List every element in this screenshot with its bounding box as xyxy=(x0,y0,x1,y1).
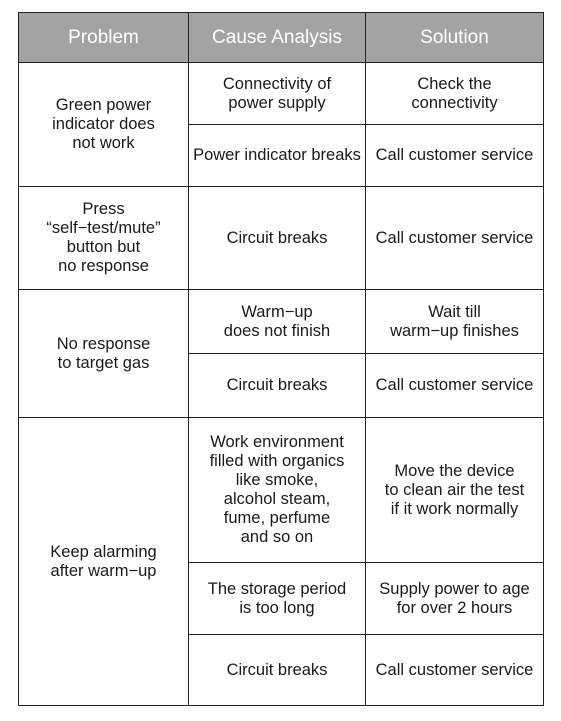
cause-text: Work environment filled with organics like smoke, alcohol steam, fume, perfume and so on xyxy=(209,433,345,546)
solution-cell xyxy=(366,635,544,706)
solution-cell xyxy=(366,187,544,290)
cause-text: Connectivity of power supply xyxy=(222,74,332,112)
cause-text: The storage period is too long xyxy=(207,579,347,617)
cause-cell xyxy=(189,290,366,354)
problem-cell xyxy=(19,418,189,706)
solution-cell xyxy=(366,125,544,187)
problem-cell xyxy=(19,290,189,418)
solution-text: Supply power to age for over 2 hours xyxy=(379,579,530,617)
cause-text: Power indicator breaks xyxy=(193,146,361,164)
problem-text: Green power indicator does not work xyxy=(52,96,155,152)
table-row xyxy=(19,418,544,563)
table-row xyxy=(19,63,544,125)
solution-text: Call customer service xyxy=(375,376,534,394)
cause-cell xyxy=(189,563,366,635)
solution-cell xyxy=(366,418,544,563)
problem-text: Keep alarming after warm−up xyxy=(50,542,157,580)
cause-cell xyxy=(189,63,366,125)
cause-cell xyxy=(189,418,366,563)
cause-text: Circuit breaks xyxy=(226,228,328,247)
header-problem: Problem xyxy=(19,13,189,63)
solution-text: Wait till warm−up finishes xyxy=(390,302,519,340)
solution-text: Call customer service xyxy=(375,228,534,247)
problem-cell xyxy=(19,63,189,187)
cause-cell xyxy=(189,354,366,418)
cause-cell xyxy=(189,125,366,187)
header-solution: Solution xyxy=(366,13,544,63)
solution-cell xyxy=(366,354,544,418)
table-row xyxy=(19,187,544,290)
table-row xyxy=(19,290,544,354)
solution-cell xyxy=(366,63,544,125)
problem-text: Press “self−test/mute” button but no response xyxy=(46,200,161,275)
solution-text: Call customer service xyxy=(375,146,534,164)
cause-text: Circuit breaks xyxy=(226,660,328,679)
solution-cell xyxy=(366,563,544,635)
header-row xyxy=(19,13,544,63)
problem-cell xyxy=(19,187,189,290)
solution-text: Call customer service xyxy=(375,660,534,679)
cause-cell xyxy=(189,635,366,706)
troubleshooting-table xyxy=(18,12,544,706)
problem-text: No response to target gas xyxy=(56,334,151,372)
header-cause-analysis: Cause Analysis xyxy=(189,13,366,63)
solution-text: Move the device to clean air the test if it work normally xyxy=(384,461,525,518)
solution-cell xyxy=(366,290,544,354)
cause-text: Circuit breaks xyxy=(226,376,328,394)
solution-text: Check the connectivity xyxy=(411,74,498,112)
cause-text: Warm−up does not finish xyxy=(223,302,331,340)
cause-cell xyxy=(189,187,366,290)
